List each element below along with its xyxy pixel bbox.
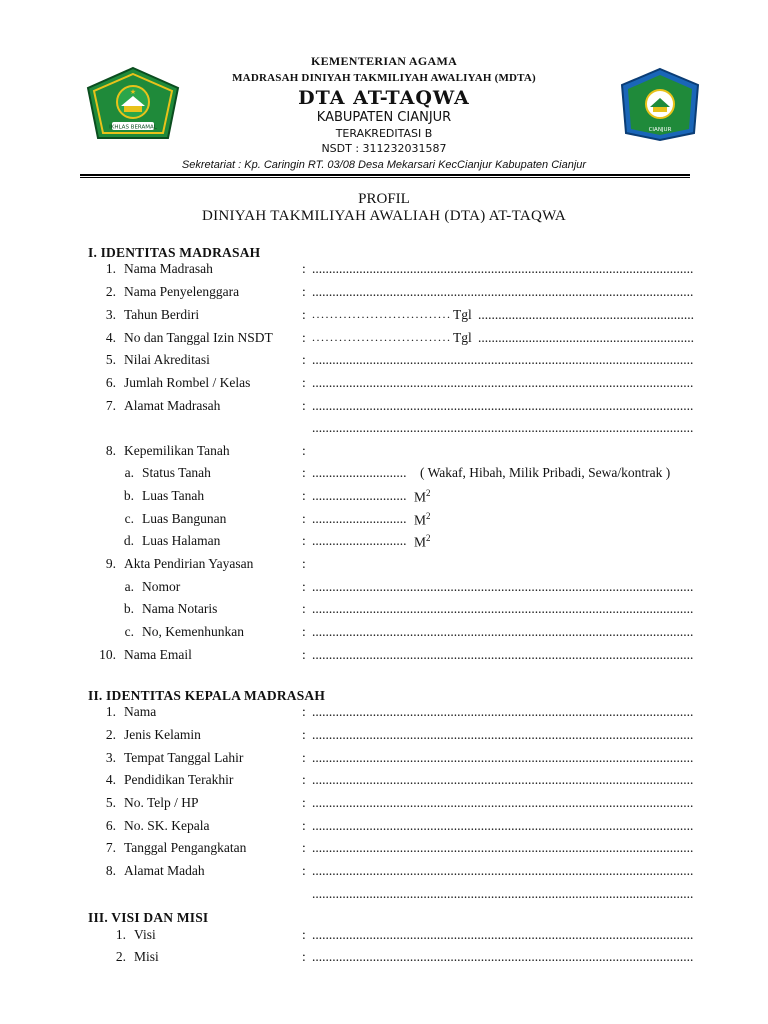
item-letter: a. xyxy=(124,465,134,480)
fill-in-blank[interactable] xyxy=(312,624,694,640)
field-colon: : xyxy=(302,750,306,765)
field-colon: : xyxy=(302,511,306,526)
field-colon: : xyxy=(302,261,306,276)
form-row xyxy=(0,465,768,483)
field-colon: : xyxy=(302,949,306,964)
item-number: 2. xyxy=(105,727,116,742)
fill-in-blank[interactable] xyxy=(312,420,694,436)
field-label: Nama Madrasah xyxy=(124,261,213,276)
field-colon: : xyxy=(302,818,306,833)
form-row xyxy=(0,284,768,302)
form-row xyxy=(0,624,768,642)
fill-in-blank[interactable] xyxy=(312,949,694,965)
nsdt-number: NSDT : 311232031587 xyxy=(321,142,447,155)
field-colon: : xyxy=(302,840,306,855)
fill-in-blank[interactable] xyxy=(312,795,694,811)
item-letter: a. xyxy=(124,579,134,594)
fill-in-blank[interactable] xyxy=(312,375,694,391)
item-letter: d. xyxy=(123,533,134,548)
field-label: Nilai Akreditasi xyxy=(124,352,210,367)
fill-in-blank[interactable] xyxy=(312,772,694,788)
svg-text:★: ★ xyxy=(129,88,137,96)
field-colon: : xyxy=(302,556,306,571)
secretariat-address: Sekretariat : Kp. Caringin RT. 03/08 Desa Mekarsari KecCianjur Kabupaten Cianjur xyxy=(181,159,587,171)
fill-in-blank[interactable] xyxy=(312,307,452,322)
field-label: Alamat Madrasah xyxy=(124,398,221,413)
field-colon: : xyxy=(302,443,306,458)
accreditation: TERAKREDITASI B xyxy=(335,127,433,140)
form-row xyxy=(0,750,768,768)
field-label: Visi xyxy=(134,927,156,942)
field-colon: : xyxy=(302,647,306,662)
item-number: 1. xyxy=(115,927,126,942)
item-letter: b. xyxy=(123,601,134,616)
field-colon: : xyxy=(302,307,306,322)
field-label: Tempat Tanggal Lahir xyxy=(124,750,244,765)
tgl-label: Tgl xyxy=(453,330,472,345)
fill-in-blank[interactable] xyxy=(312,488,407,504)
form-row xyxy=(0,863,768,881)
form-row xyxy=(0,840,768,858)
item-number: 6. xyxy=(105,375,116,390)
form-row xyxy=(0,398,768,416)
fill-in-blank[interactable] xyxy=(312,511,407,527)
form-row xyxy=(0,307,768,325)
field-colon: : xyxy=(302,579,306,594)
area-unit: $M^2$ xyxy=(414,511,431,528)
item-number: 8. xyxy=(105,863,116,878)
field-label: Tahun Berdiri xyxy=(124,307,200,322)
field-colon: : xyxy=(302,624,306,639)
field-colon: : xyxy=(302,863,306,878)
item-number: 10. xyxy=(99,647,116,662)
form-row xyxy=(0,352,768,370)
form-row xyxy=(0,795,768,813)
item-number: 1. xyxy=(105,704,116,719)
field-label: No, Kemenhunkan xyxy=(142,624,244,639)
fill-in-blank[interactable] xyxy=(312,818,694,834)
section-heading-visi-misi: III. VISI DAN MISI xyxy=(88,910,209,925)
fill-in-blank[interactable] xyxy=(312,704,694,720)
field-colon: : xyxy=(302,533,306,548)
regency: KABUPATEN CIANJUR xyxy=(316,110,452,125)
madrasah-type: MADRASAH DINIYAH TAKMILIYAH AWALIYAH (MDTA) xyxy=(232,72,536,84)
form-row xyxy=(0,647,768,665)
fill-in-blank[interactable] xyxy=(312,727,694,743)
field-colon: : xyxy=(302,601,306,616)
item-number: 3. xyxy=(105,307,116,322)
header-divider xyxy=(80,174,690,176)
area-unit: $M^2$ xyxy=(414,533,431,550)
field-colon: : xyxy=(302,927,306,942)
fill-in-blank[interactable] xyxy=(312,750,694,766)
field-label: Akta Pendirian Yayasan xyxy=(124,556,254,571)
fill-in-blank[interactable] xyxy=(312,579,694,595)
date-fill-in-blank[interactable] xyxy=(478,307,694,323)
fill-in-blank[interactable] xyxy=(312,927,694,943)
header-divider-thin xyxy=(80,177,690,178)
field-label: Status Tanah xyxy=(142,465,211,480)
item-number: 4. xyxy=(105,772,116,787)
field-label: No. SK. Kepala xyxy=(124,818,210,833)
field-colon: : xyxy=(302,330,306,345)
fill-in-blank[interactable] xyxy=(312,601,694,617)
svg-text:CIANJUR: CIANJUR xyxy=(648,127,672,133)
field-label: Alamat Madah xyxy=(124,863,205,878)
form-row xyxy=(0,488,768,506)
field-label: Nomor xyxy=(142,579,181,594)
field-colon: : xyxy=(302,465,306,480)
field-colon: : xyxy=(302,352,306,367)
field-colon: : xyxy=(302,398,306,413)
fill-in-blank[interactable] xyxy=(312,465,407,481)
status-options-note: ( Wakaf, Hibah, Milik Pribadi, Sewa/kontrak ) xyxy=(420,465,671,480)
form-row xyxy=(0,601,768,619)
field-label: Nama xyxy=(124,704,157,719)
form-row xyxy=(0,261,768,279)
form-row xyxy=(0,727,768,745)
date-fill-in-blank[interactable] xyxy=(478,330,694,346)
fill-in-blank[interactable] xyxy=(312,886,694,902)
section-heading-identitas-madrasah: I. IDENTITAS MADRASAH xyxy=(88,245,261,260)
document-title: PROFIL xyxy=(358,191,410,207)
field-label: Kepemilikan Tanah xyxy=(124,443,230,458)
form-row-continuation xyxy=(0,420,768,438)
fill-in-blank[interactable] xyxy=(312,647,694,663)
ministry-name: KEMENTERIAN AGAMA xyxy=(310,54,458,68)
item-number: 8. xyxy=(105,443,116,458)
fill-in-blank[interactable] xyxy=(312,398,694,414)
field-label: No dan Tanggal Izin NSDT xyxy=(124,330,273,345)
form-row-continuation xyxy=(0,886,768,904)
item-number: 4. xyxy=(105,330,116,345)
item-number: 2. xyxy=(105,284,116,299)
item-number: 5. xyxy=(105,795,116,810)
form-row xyxy=(0,949,768,967)
field-colon: : xyxy=(302,727,306,742)
fill-in-blank[interactable] xyxy=(312,533,407,549)
field-colon: : xyxy=(302,488,306,503)
area-unit: $M^2$ xyxy=(414,488,431,505)
field-label: Luas Bangunan xyxy=(142,511,227,526)
form-row xyxy=(0,772,768,790)
svg-text:IKHLAS BERAMAL: IKHLAS BERAMAL xyxy=(109,124,157,131)
item-number: 5. xyxy=(105,352,116,367)
field-colon: : xyxy=(302,284,306,299)
field-label: Pendidikan Terakhir xyxy=(124,772,234,787)
item-letter: b. xyxy=(123,488,134,503)
form-row xyxy=(0,511,768,529)
field-label: Nama Notaris xyxy=(142,601,218,616)
field-label: Tanggal Pengangkatan xyxy=(124,840,247,855)
tgl-label: Tgl xyxy=(453,307,472,322)
form-row xyxy=(0,533,768,551)
form-row xyxy=(0,556,768,574)
item-letter: c. xyxy=(124,511,134,526)
fill-in-blank[interactable] xyxy=(312,284,694,300)
field-label: Misi xyxy=(134,949,159,964)
field-label: Luas Tanah xyxy=(142,488,205,503)
field-label: Luas Halaman xyxy=(142,533,221,548)
fill-in-blank[interactable] xyxy=(312,840,694,856)
field-colon: : xyxy=(302,795,306,810)
field-colon: : xyxy=(302,375,306,390)
school-name: DTA AT-TAQWA xyxy=(298,87,470,109)
field-colon: : xyxy=(302,772,306,787)
item-number: 6. xyxy=(105,818,116,833)
form-row xyxy=(0,818,768,836)
fill-in-blank[interactable] xyxy=(312,863,694,879)
item-number: 7. xyxy=(105,840,116,855)
form-row xyxy=(0,443,768,461)
fill-in-blank[interactable] xyxy=(312,330,452,345)
form-row xyxy=(0,375,768,393)
field-colon: : xyxy=(302,704,306,719)
form-row xyxy=(0,579,768,597)
field-label: No. Telp / HP xyxy=(124,795,199,810)
fill-in-blank[interactable] xyxy=(312,261,694,277)
form-row xyxy=(0,330,768,348)
document-subtitle: DINIYAH TAKMILIYAH AWALIAH (DTA) AT-TAQWA xyxy=(201,208,567,224)
fill-in-blank[interactable] xyxy=(312,352,694,368)
form-row xyxy=(0,927,768,945)
item-number: 3. xyxy=(105,750,116,765)
item-number: 7. xyxy=(105,398,116,413)
field-label: Jenis Kelamin xyxy=(124,727,201,742)
field-label: Nama Penyelenggara xyxy=(124,284,240,299)
field-label: Jumlah Rombel / Kelas xyxy=(124,375,251,390)
item-number: 2. xyxy=(115,949,126,964)
form-row xyxy=(0,704,768,722)
field-label: Nama Email xyxy=(124,647,192,662)
item-number: 9. xyxy=(105,556,116,571)
item-number: 1. xyxy=(105,261,116,276)
item-letter: c. xyxy=(124,624,134,639)
section-heading-identitas-kepala: II. IDENTITAS KEPALA MADRASAH xyxy=(88,688,326,703)
